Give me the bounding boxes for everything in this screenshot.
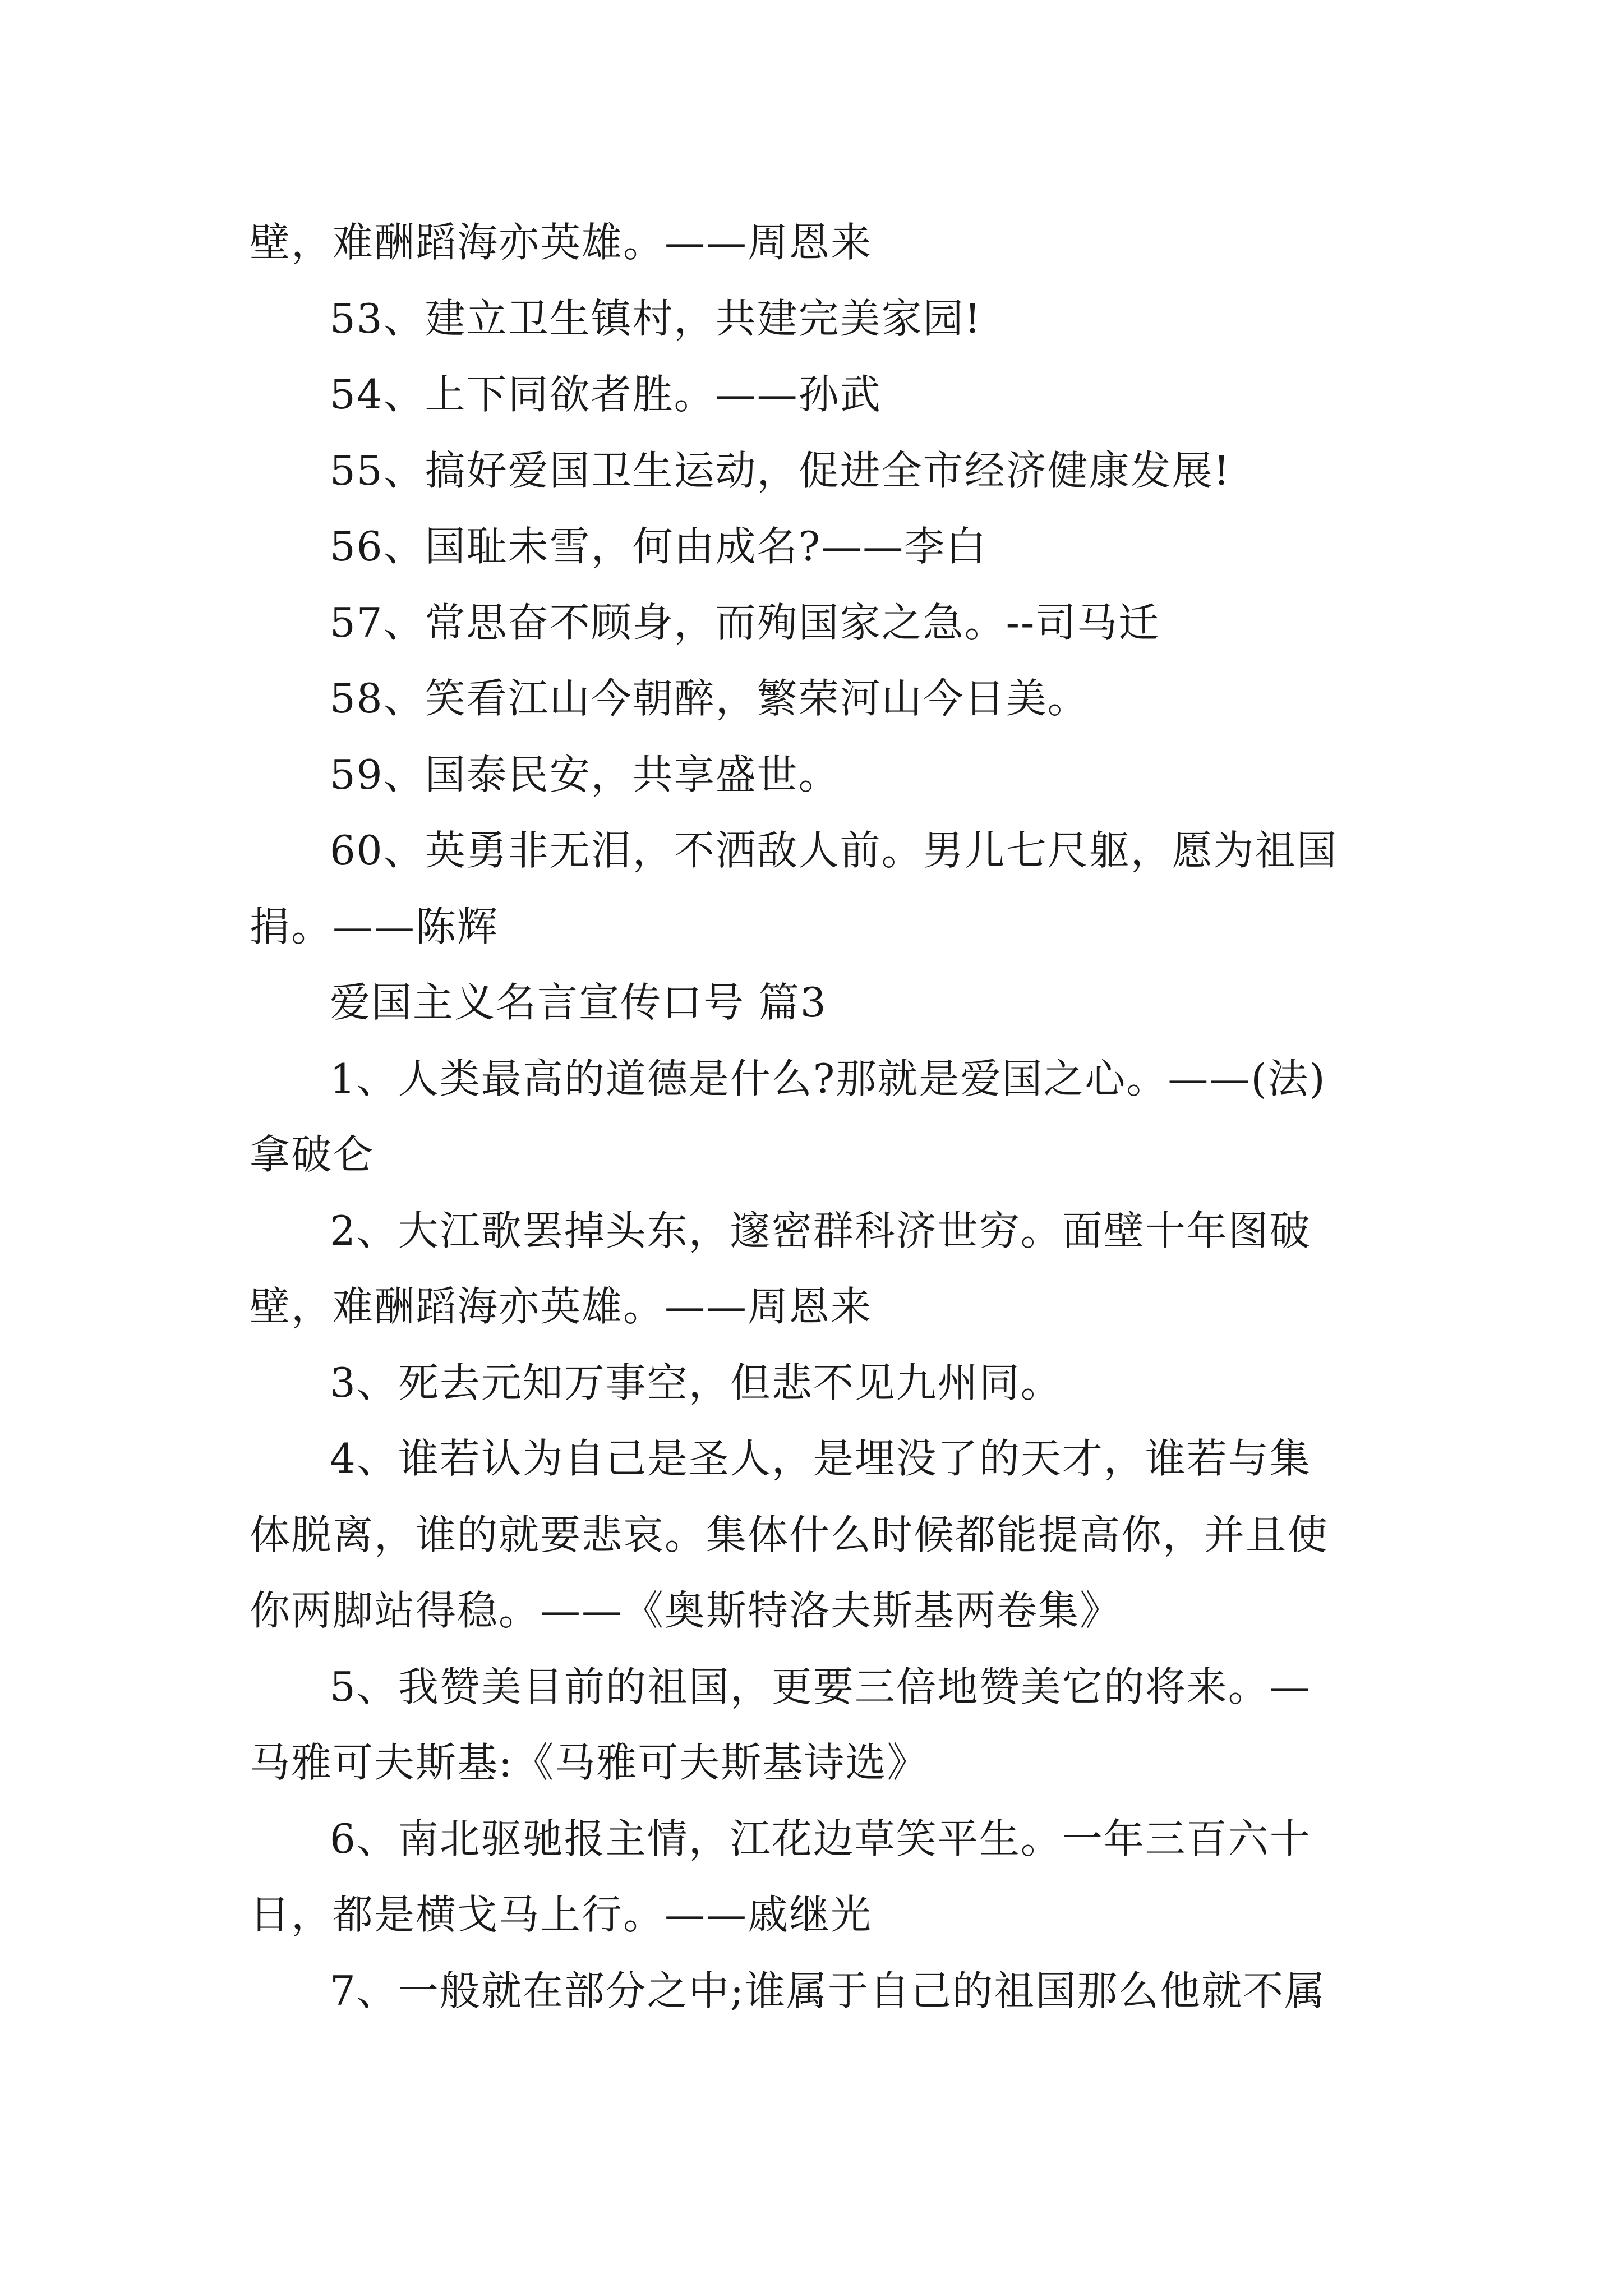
text-line: 体脱离，谁的就要悲哀。集体什么时候都能提高你，并且使 [250, 1511, 1329, 1558]
text-line: 4、谁若认为自己是圣人，是埋没了的天才，谁若与集 [330, 1435, 1311, 1482]
text-line: 5、我赞美目前的祖国，更要三倍地赞美它的将来。— [330, 1663, 1311, 1710]
text-line: 捐。——陈辉 [250, 903, 499, 950]
text-line: 1、人类最高的道德是什么?那就是爱国之心。——(法) [330, 1055, 1326, 1102]
text-line: 54、上下同欲者胜。——孙武 [330, 371, 882, 418]
text-line: 马雅可夫斯基:《马雅可夫斯基诗选》 [250, 1739, 929, 1786]
text-line: 你两脚站得稳。——《奥斯特洛夫斯基两卷集》 [250, 1587, 1122, 1634]
document-body [250, 205, 1382, 2029]
text-line: 2、大江歌罢掉头东，邃密群科济世穷。面壁十年图破 [330, 1207, 1311, 1254]
text-line: 57、常思奋不顾身，而殉国家之急。--司马迁 [330, 599, 1160, 646]
text-line: 53、建立卫生镇村，共建完美家园! [330, 295, 982, 342]
text-line: 7、一般就在部分之中;谁属于自己的祖国那么他就不属 [330, 1967, 1326, 2014]
text-line: 壁，难酬蹈海亦英雄。——周恩来 [250, 219, 873, 266]
text-line: 拿破仑 [250, 1131, 375, 1178]
text-line: 3、死去元知万事空，但悲不见九州同。 [330, 1359, 1062, 1406]
text-line: 爱国主义名言宣传口号 篇3 [330, 979, 827, 1026]
text-line: 60、英勇非无泪，不洒敌人前。男儿七尺躯，愿为祖国 [330, 827, 1338, 874]
text-line: 59、国泰民安，共享盛世。 [330, 751, 840, 798]
text-line: 6、南北驱驰报主情，江花边草笑平生。一年三百六十 [330, 1815, 1311, 1862]
text-line: 55、搞好爱国卫生运动，促进全市经济健康发展! [330, 447, 1231, 494]
text-line: 壁，难酬蹈海亦英雄。——周恩来 [250, 1283, 873, 1330]
text-line: 58、笑看江山今朝醉，繁荣河山今日美。 [330, 675, 1089, 722]
text-line: 56、国耻未雪，何由成名?——李白 [330, 523, 988, 570]
text-line: 日，都是横戈马上行。——戚继光 [250, 1891, 873, 1938]
